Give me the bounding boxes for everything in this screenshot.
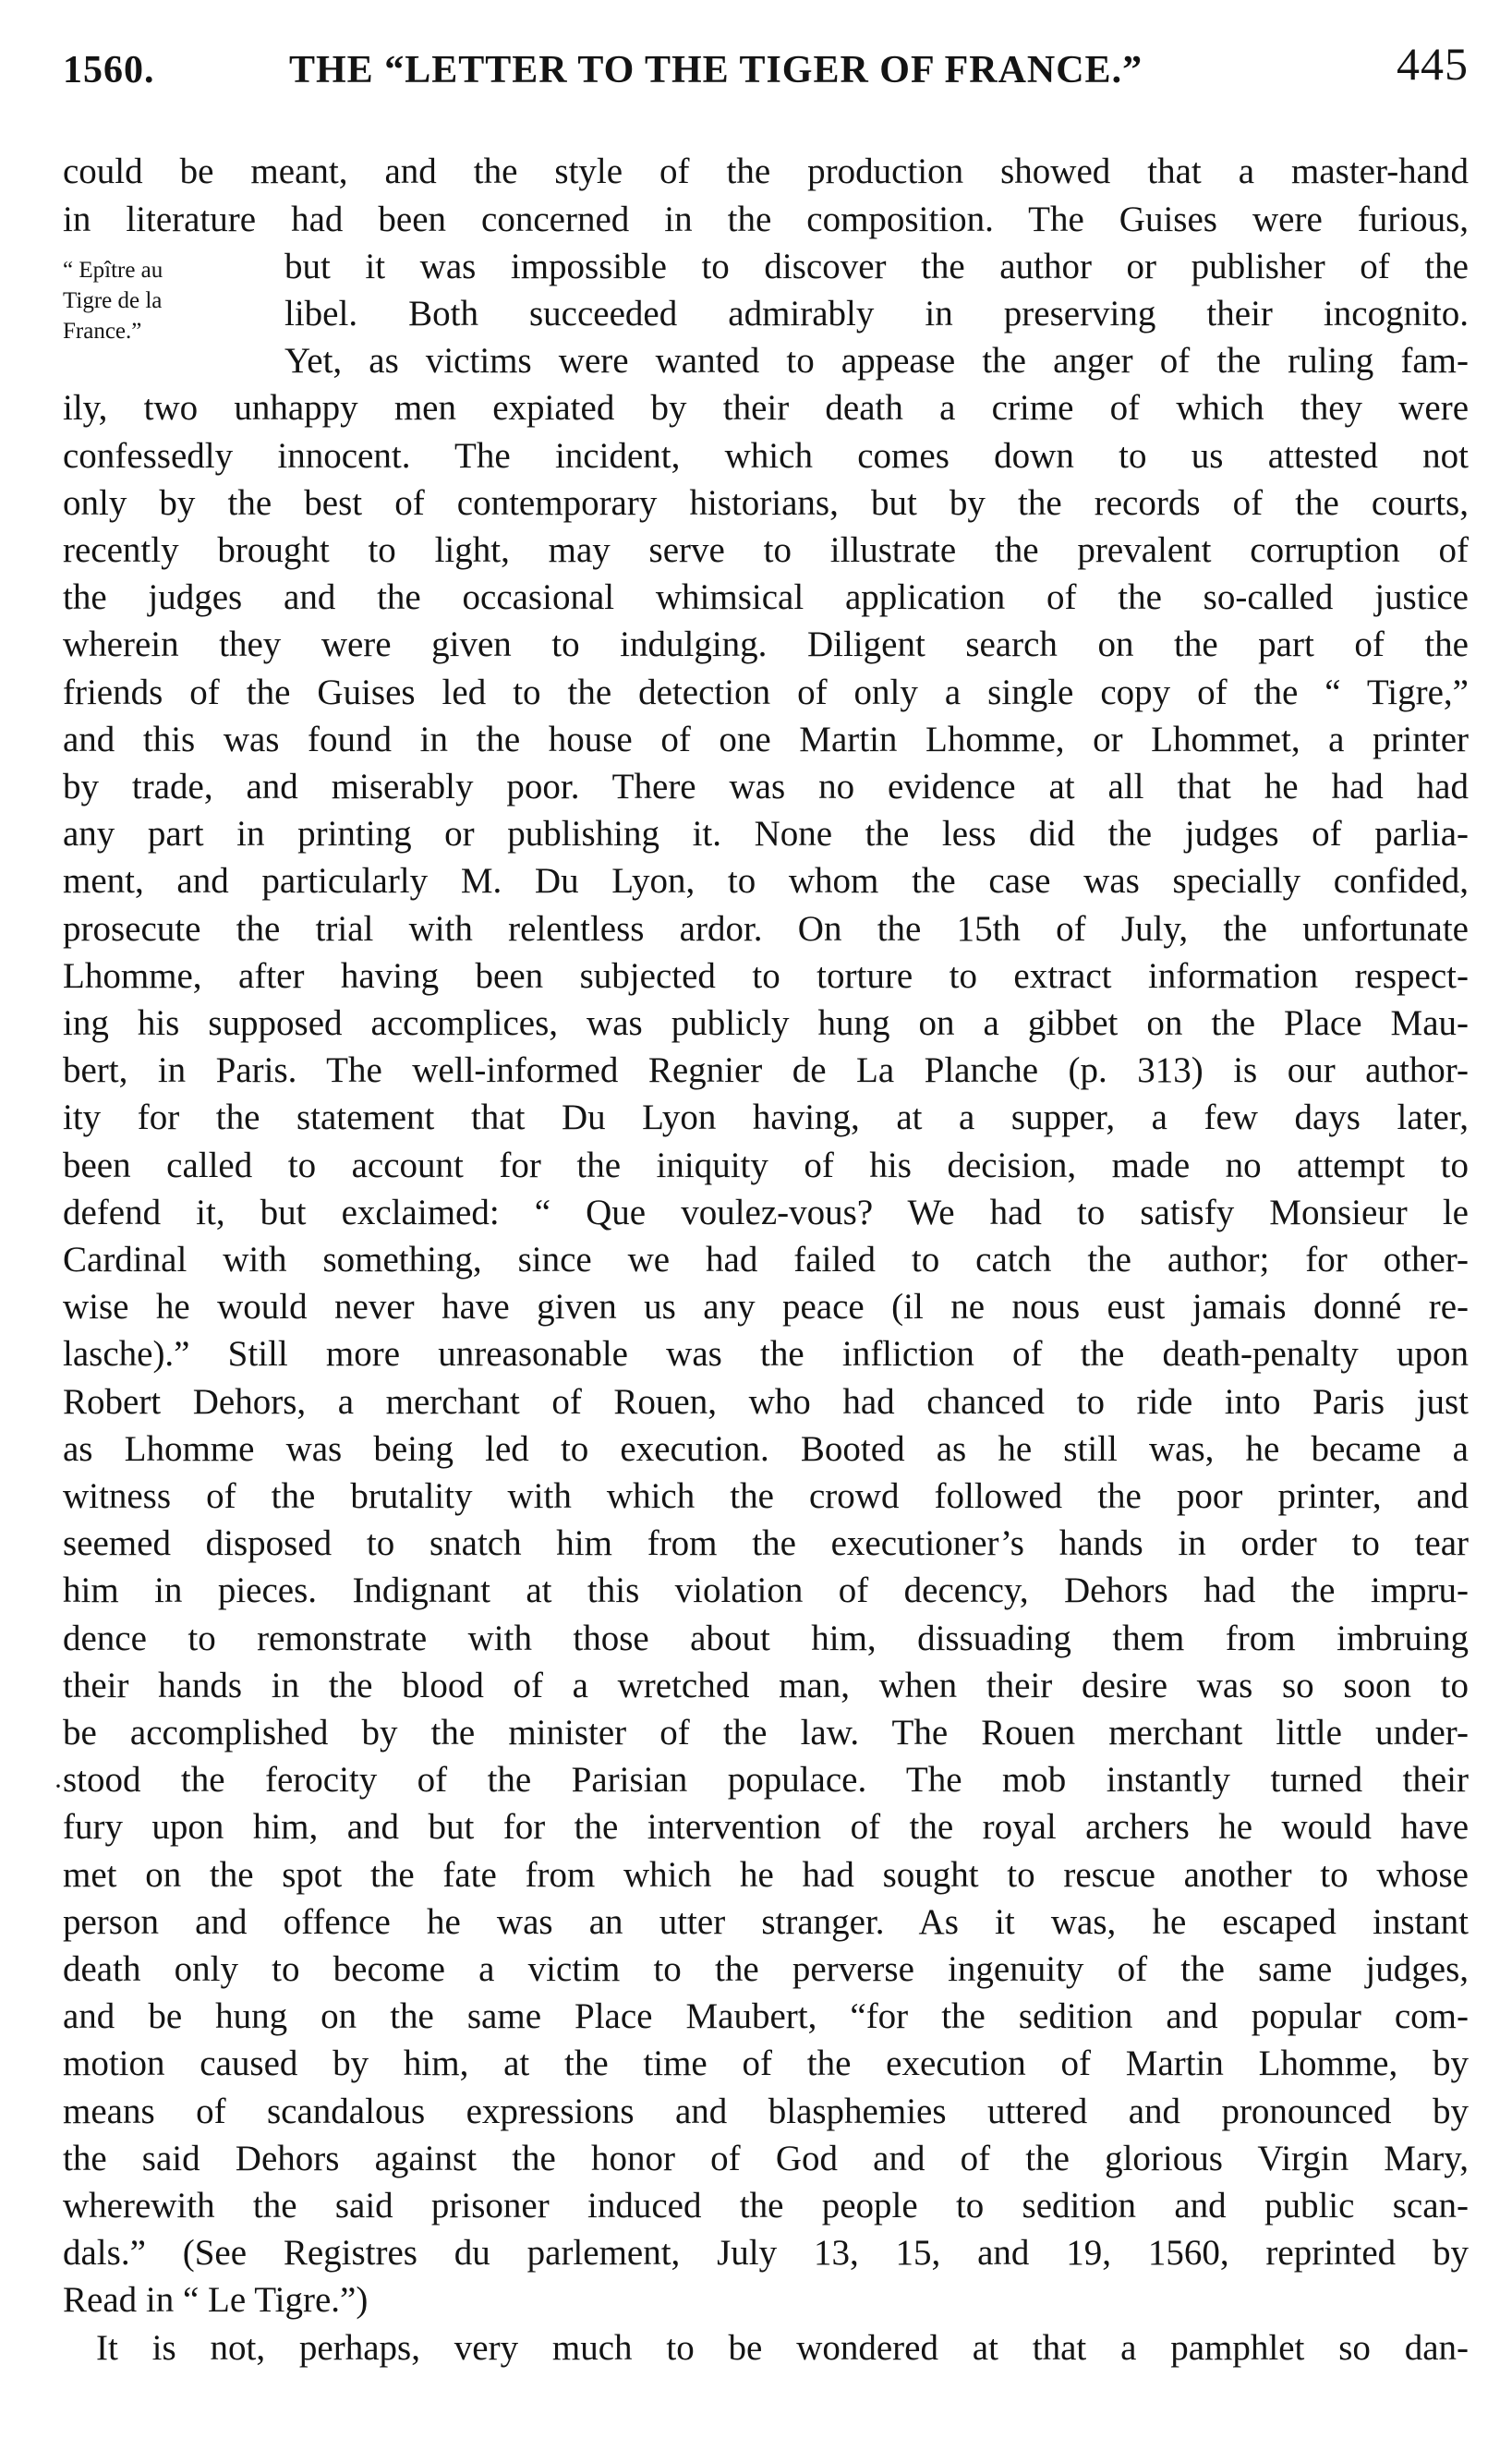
body-text-line: It is not, perhaps, very much to be wondered at that a pamphlet so dan-: [96, 2328, 1469, 2368]
running-header: [63, 37, 1469, 102]
body-text-line: Lhomme, after having been subjected to torture to extract information respect-: [63, 956, 1469, 996]
body-text-line: stood the ferocity of the Parisian populace. The mob instantly turned their: [63, 1760, 1469, 1800]
body-text-line: bert, in Paris. The well-informed Regnier de La Planche (p. 313) is our author-: [63, 1050, 1469, 1090]
body-text-line: wherein they were given to indulging. Diligent search on the part of the: [63, 625, 1469, 664]
body-text-line: prosecute the trial with relentless ardor. On the 15th of July, the unfortunate: [63, 909, 1469, 949]
body-text-line: witness of the brutality with which the crowd followed the poor printer, and: [63, 1476, 1469, 1516]
header-year: 1560.: [63, 49, 155, 91]
header-title: THE “LETTER TO THE TIGER OF FRANCE.”: [289, 49, 1143, 91]
body-text-line: by trade, and miserably poor. There was no evidence at all that he had had: [63, 767, 1469, 807]
margin-note-line: “ Epître au: [63, 258, 163, 283]
body-text-line: him in pieces. Indignant at this violation of decency, Dehors had the impru-: [63, 1571, 1469, 1610]
body-text-line: libel. Both succeeded admirably in preserving their incognito.: [284, 294, 1469, 334]
body-text-line: seemed disposed to snatch him from the executioner’s hands in order to tear: [63, 1523, 1469, 1563]
body-text-line: Read in “ Le Tigre.”): [63, 2280, 369, 2320]
body-text-line: only by the best of contemporary historians, but by the records of the courts,: [63, 483, 1469, 523]
body-text-line: defend it, but exclaimed: “ Que voulez-vous? We had to satisfy Monsieur le: [63, 1193, 1469, 1232]
body-text-line: and this was found in the house of one Martin Lhomme, or Lhommet, a printer: [63, 720, 1469, 759]
body-text-line: lasche).” Still more unreasonable was the infliction of the death-penalty upon: [63, 1334, 1469, 1374]
body-text-line: fury upon him, and but for the intervention of the royal archers he would have: [63, 1807, 1469, 1847]
body-text-line: means of scandalous expressions and blasphemies uttered and pronounced by: [63, 2092, 1469, 2131]
body-text-line: in literature had been concerned in the composition. The Guises were furious,: [63, 200, 1469, 239]
margin-note: [63, 255, 266, 346]
body-text-line: as Lhomme was being led to execution. Booted as he still was, he became a: [63, 1429, 1469, 1469]
body-text-line: recently brought to light, may serve to illustrate the prevalent corruption of: [63, 530, 1469, 570]
body-text-line: friends of the Guises led to the detection of only a single copy of the “ Tigre,”: [63, 673, 1469, 712]
body-text-line: but it was impossible to discover the author or publisher of the: [284, 247, 1469, 286]
body-text-line: been called to account for the iniquity of his decision, made no attempt to: [63, 1146, 1469, 1185]
body-text-line: Yet, as victims were wanted to appease the anger of the ruling fam-: [284, 341, 1469, 381]
body-text-line: ily, two unhappy men expiated by their death a crime of which they were: [63, 388, 1469, 428]
body-text-line: person and offence he was an utter stranger. As it was, he escaped instant: [63, 1902, 1469, 1942]
body-text-line: ity for the statement that Du Lyon having, at a supper, a few days later,: [63, 1098, 1469, 1137]
body-text-line: confessedly innocent. The incident, which comes down to us attested not: [63, 436, 1469, 476]
body-text-line: wise he would never have given us any peace (il ne nous eust jamais donné re-: [63, 1287, 1469, 1327]
body-text-line: be accomplished by the minister of the law. The Rouen merchant little under-: [63, 1713, 1469, 1753]
body-text-line: the said Dehors against the honor of God and of the glorious Virgin Mary,: [63, 2139, 1469, 2178]
body-text-line: the judges and the occasional whimsical application of the so-called justice: [63, 577, 1469, 617]
body-text-line: could be meant, and the style of the production showed that a master-hand: [63, 152, 1469, 191]
body-text-line: met on the spot the fate from which he had sought to rescue another to whose: [63, 1855, 1469, 1895]
body-text-line: ment, and particularly M. Du Lyon, to whom the case was specially confided,: [63, 861, 1469, 901]
body-text-line: Robert Dehors, a merchant of Rouen, who had chanced to ride into Paris just: [63, 1382, 1469, 1422]
body-text-line: death only to become a victim to the perverse ingenuity of the same judges,: [63, 1949, 1469, 1989]
body-text-line: motion caused by him, at the time of the execution of Martin Lhomme, by: [63, 2044, 1469, 2083]
body-text-line: Cardinal with something, since we had failed to catch the author; for other-: [63, 1240, 1469, 1280]
page-number: 445: [1397, 38, 1469, 90]
body-text-line: ing his supposed accomplices, was publicly hung on a gibbet on the Place Mau-: [63, 1003, 1469, 1043]
body-text-line: their hands in the blood of a wretched man, when their desire was so soon to: [63, 1666, 1469, 1705]
body-text-line: and be hung on the same Place Maubert, “for the sedition and popular com-: [63, 1996, 1469, 2036]
body-text-line: dals.” (See Registres du parlement, July 13, 15, and 19, 1560, reprinted by: [63, 2233, 1469, 2273]
body-text-line: dence to remonstrate with those about him, dissuading them from imbruing: [63, 1619, 1469, 1658]
stray-ink-mark: ·: [54, 1771, 63, 1801]
margin-note-line: France.”: [63, 319, 142, 344]
body-text-line: any part in printing or publishing it. None the less did the judges of parlia-: [63, 814, 1469, 854]
margin-note-line: Tigre de la: [63, 288, 163, 313]
body-text-line: wherewith the said prisoner induced the people to sedition and public scan-: [63, 2186, 1469, 2226]
